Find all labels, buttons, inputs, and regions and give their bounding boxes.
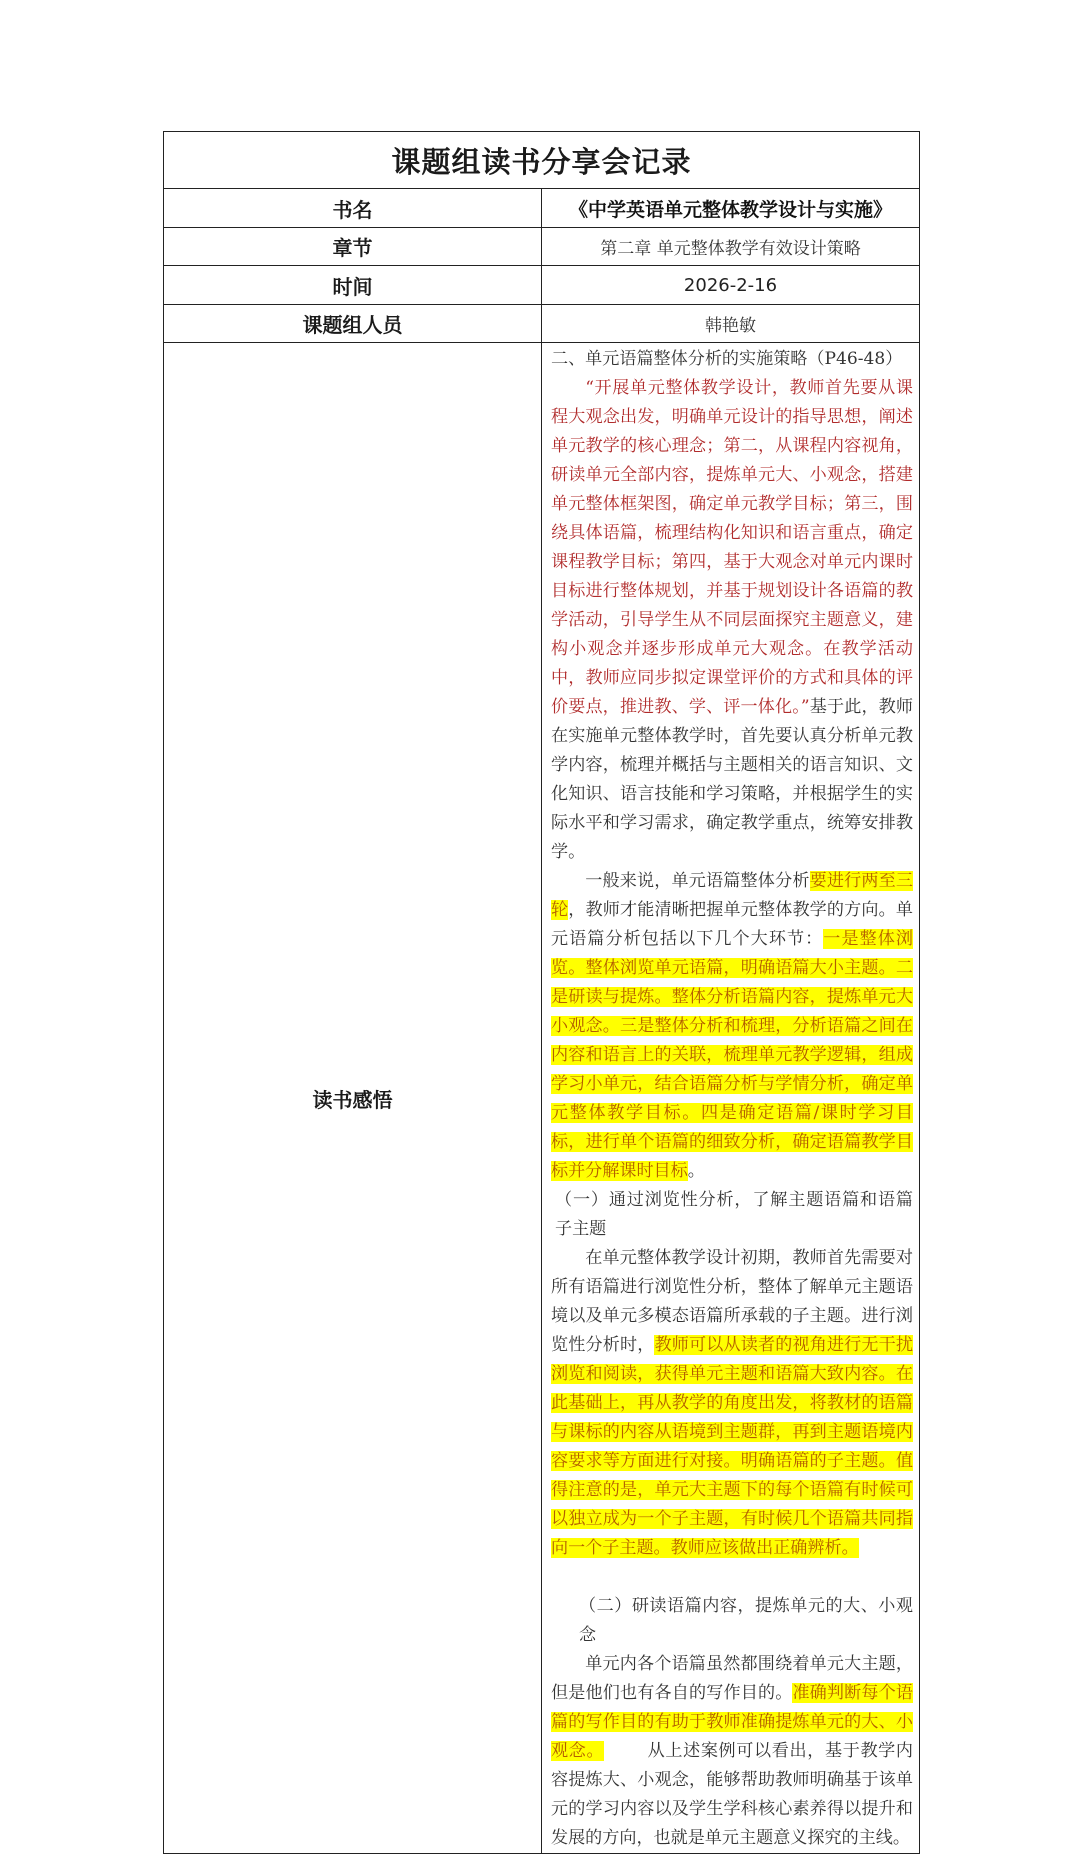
highlight-rounds: 要进行两至三轮 [551,871,914,920]
paragraph-3-a: 在单元整体教学设计初期，教师首先需要对所有语篇进行浏览性分析，整体了解单元主题语境以及单元多模态语篇所承载的子主题。进行浏览性分析时， [551,1248,913,1355]
paragraph-2 [551,867,913,1186]
sub-heading-1: （一）通过浏览性分析，了解主题语篇和语篇子主题 [555,1190,913,1239]
quote-text: “开展单元整体教学设计，教师首先要从课程大观念出发，明确单元设计的指导思想，阐述单元教学的核心理念；第二，从课程内容视角，研读单元全部内容，提炼单元大、小观念，搭建单元整体框架图，确定单元教学目标；第三，围绕具体语篇，梳理结构化知识和语言重点，确定课程教学目标；第四，基于大观念对单元内课时目标进行整体规划，并基于规划设计各语篇的教学活动，引导学生从不同层面探究主题意义，建构小观念并逐步形成单元大观念。在教学活动中，教师应同步拟定课堂评价的方式和具体的评价要点，推进教、学、评一体化。” [551,378,913,717]
paragraph-4-a: 单元内各个语篇虽然都围绕着单元大主题，但是他们也有各自的写作目的。 [551,1654,913,1703]
paragraph-2-c: ，教师才能清晰把握单元整体教学的方向。单元语篇分析包括以下几个大环节： [551,900,914,949]
paragraph-3 [551,1244,913,1563]
notes-content [542,343,920,1854]
paragraph-1-rest: 基于此，教师在实施单元整体教学时，首先要认真分析单元教学内容，梳理并概括与主题相关的语言知识、文化知识、语言技能和学习策略，并根据学生的实际水平和学习需求，确定教学重点，统筹安排教学。 [551,697,913,862]
time-value: 2026-2-16 [542,266,920,305]
paragraph-2-a: 一般来说，单元语篇整体分析 [585,871,810,891]
reading-record-table [163,131,920,1854]
highlight-steps: 一是整体浏览。整体浏览单元语篇，明确语篇大小主题。二是研读与提炼。整体分析语篇内容，提炼单元大小观念。三是整体分析和梳理，分析语篇之间在内容和语言上的关联，梳理单元教学逻辑，组成学习小单元，结合语篇分析与学情分析，确定单元整体教学目标。四是确定语篇/课时学习目标，进行单个语篇的细致分析，确定语篇教学目标并分解课时目标 [551,929,914,1181]
chapter-value: 第二章 单元整体教学有效设计策略 [542,228,920,266]
book-row [164,189,920,228]
notes-label: 读书感悟 [164,343,542,1854]
time-row [164,266,920,305]
highlight-purpose: 准确判断每个语篇的写作目的有助于教师准确提炼单元的大、小观念。 [551,1683,914,1761]
members-label: 课题组人员 [164,305,542,343]
paragraph-2-e: 。 [687,1161,705,1181]
record-title: 课题组读书分享会记录 [164,132,920,189]
paragraph-4 [551,1650,913,1853]
book-label: 书名 [164,189,542,228]
blank-line [551,1563,913,1592]
paragraph-4-c: 从上述案例可以看出，基于教学内容提炼大、小观念，能够帮助教师明确基于该单元的学习内容以及学生学科核心素养得以提升和发展的方向，也就是单元主题意义探究的主线。 [551,1741,914,1848]
notes-heading: 二、单元语篇整体分析的实施策略（P46-48） [551,349,903,369]
book-title-value: 《中学英语单元整体教学设计与实施》 [542,189,920,228]
notes-row [164,343,920,1854]
members-value: 韩艳敏 [542,305,920,343]
members-row [164,305,920,343]
highlight-browse: 教师可以从读者的视角进行无干扰浏览和阅读，获得单元主题和语篇大致内容。在此基础上，再从教学的角度出发，将教材的语篇与课标的内容从语境到主题群，再到主题语境内容要求等方面进行对接。明确语篇的子主题。值得注意的是，单元大主题下的每个语篇有时候可以独立成为一个子主题，有时候几个语篇共同指向一个子主题。教师应该做出正确辨析。 [551,1335,914,1558]
chapter-label: 章节 [164,228,542,266]
time-label: 时间 [164,266,542,305]
paragraph-1 [551,374,913,867]
sub-heading-2: （二）研读语篇内容，提炼单元的大、小观念 [579,1596,913,1645]
chapter-row [164,228,920,266]
